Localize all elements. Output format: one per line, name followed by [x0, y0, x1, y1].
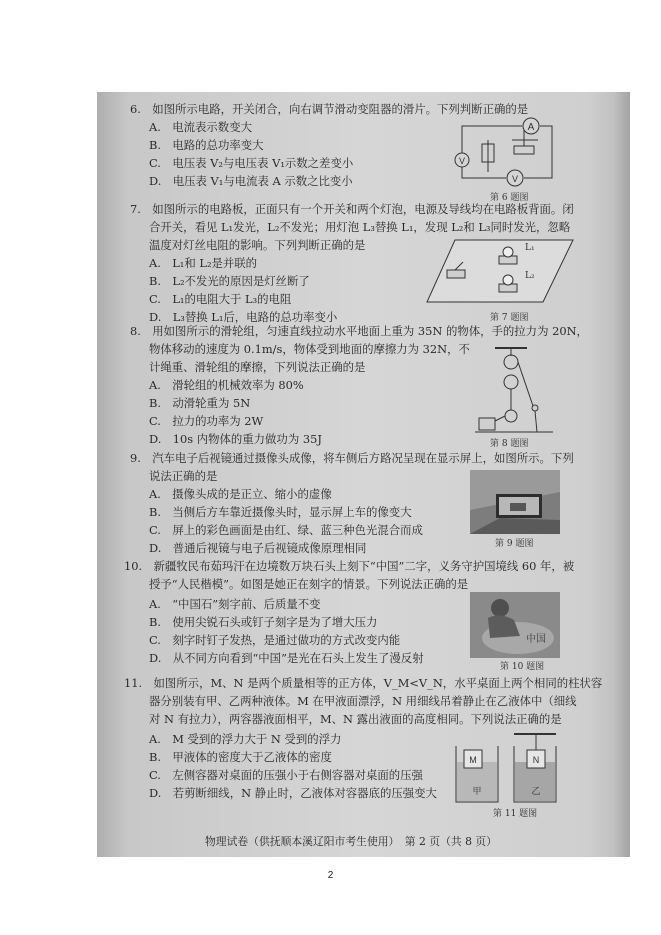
q11-option-b: B. 甲液体的密度大于乙液体的密度 — [149, 750, 332, 764]
q11-option-c: C. 左侧容器对桌面的压强小于右侧容器对桌面的压强 — [149, 768, 423, 782]
q7-option-d: D. L₃替换 L₁后，电路的总功率变小 — [149, 310, 338, 324]
q6-voltmeter-2-label: V — [458, 156, 466, 166]
q11-cube-m-label: M — [469, 755, 477, 765]
q6-option-b: B. 电路的总功率变大 — [149, 138, 264, 152]
exam-footer: 物理试卷（供抚顺本溪辽阳市考生使用） 第 2 页（共 8 页） — [205, 835, 497, 848]
q10-stem-line-1: 10. 新疆牧民布茹玛汗在边境数万块石头上刻下“中国”二字，义务守护国境线 60 年，被 — [124, 559, 575, 573]
q6-figure-caption: 第 6 题图 — [490, 193, 529, 203]
page-number: 2 — [327, 870, 334, 881]
q7-lamp-1-label: L₁ — [525, 243, 535, 253]
q11-stem-line-2: 器分别装有甲、乙两种液体。M 在甲液面漂浮，N 用细线吊着静止在乙液体中（细线 — [149, 694, 577, 708]
q6-circuit-diagram — [452, 116, 557, 188]
q8-pulley-diagram — [475, 346, 553, 438]
q9-stem-line-1: 9. 汽车电子后视镜通过摄像头成像，将车侧后方路况呈现在显示屏上，如图所示。下列 — [130, 451, 574, 465]
q6-option-d: D. 电压表 V₁与电流表 A 示数之比变小 — [149, 174, 353, 188]
q7-figure-caption: 第 7 题图 — [490, 313, 529, 323]
q11-cube-n-label: N — [532, 755, 540, 765]
q9-stem-line-2: 说法正确的是 — [149, 469, 218, 483]
q10-stone-text: 中国 — [526, 634, 546, 645]
q11-option-d: D. 若剪断细线，N 静止时，乙液体对容器底的压强变大 — [149, 786, 437, 800]
q10-figure-caption: 第 10 题图 — [500, 662, 545, 672]
q6-stem: 6. 如图所示电路，开关闭合，向右调节滑动变阻器的滑片。下列判断正确的是 — [130, 102, 529, 116]
q8-stem-line-3: 计绳重、滑轮组的摩擦，下列说法正确的是 — [149, 360, 366, 374]
q7-option-a: A. L₁和 L₂是并联的 — [149, 256, 258, 270]
q10-stem-line-2: 授予“人民楷模”。如图是她正在刻字的情景。下列说法正确的是 — [149, 577, 469, 591]
q7-option-c: C. L₁的电阻大于 L₃的电阻 — [149, 292, 292, 306]
exam-page-photo — [97, 92, 630, 857]
q11-stem-line-1: 11. 如图所示，M、N 是两个质量相等的正方体，V_M<V_N，水平桌面上两个相同的柱状容 — [124, 676, 603, 690]
q7-stem-line-2: 合开关，看见 L₁发光，L₂不发光；用灯泡 L₃替换 L₁，发现 L₂和 L₃同时发光，忽略 — [149, 220, 571, 234]
q8-option-d: D. 10s 内物体的重力做功为 35J — [149, 432, 322, 446]
q7-lamp-2-label: L₂ — [525, 271, 535, 281]
q9-option-c: C. 屏上的彩色画面是由红、绿、蓝三种色光混合而成 — [149, 523, 423, 537]
q10-stone-carving-photo — [470, 592, 560, 658]
q7-circuit-board-diagram — [425, 236, 575, 306]
q8-option-b: B. 动滑轮重为 5N — [149, 396, 251, 410]
q9-option-a: A. 摄像头成的是正立、缩小的虚像 — [149, 487, 332, 501]
q11-option-a: A. M 受到的浮力大于 N 受到的浮力 — [149, 732, 342, 746]
q9-rearview-camera-photo — [470, 470, 560, 534]
q11-stem-line-3: 对 N 有拉力），两容器液面相平，M、N 露出液面的高度相同。下列说法正确的是 — [149, 712, 562, 726]
q7-stem-line-1: 7. 如图所示的电路板，正面只有一个开关和两个灯泡，电源及导线均在电路板背面。闭 — [130, 202, 574, 216]
q8-option-c: C. 拉力的功率为 2W — [149, 414, 264, 428]
q7-option-b: B. L₂不发光的原因是灯丝断了 — [149, 274, 310, 288]
q11-containers-diagram — [452, 732, 562, 804]
q9-option-b: B. 当侧后方车靠近摄像头时，显示屏上车的像变大 — [149, 505, 412, 519]
page-edge-shadow — [614, 92, 630, 857]
q10-option-c: C. 刻字时钉子发热，是通过做功的方式改变内能 — [149, 633, 401, 647]
q6-option-c: C. 电压表 V₂与电压表 V₁示数之差变小 — [149, 156, 354, 170]
q11-liquid-yi-label: 乙 — [531, 787, 541, 797]
q6-ammeter-label: A — [527, 122, 535, 133]
q9-option-d: D. 普通后视镜与电子后视镜成像原理相同 — [149, 541, 367, 555]
q8-stem-line-1: 8. 用如图所示的滑轮组，匀速直线拉动水平地面上重为 35N 的物体，手的拉力为 20N， — [130, 324, 588, 338]
q8-figure-caption: 第 8 题图 — [490, 439, 529, 449]
q10-option-d: D. 从不同方向看到“中国”是光在石头上发生了漫反射 — [149, 651, 424, 665]
q9-figure-caption: 第 9 题图 — [495, 539, 534, 549]
q11-figure-caption: 第 11 题图 — [493, 809, 538, 819]
q6-voltmeter-1-label: V — [511, 174, 519, 184]
q8-stem-line-2: 物体移动的速度为 0.1m/s，物体受到地面的摩擦力为 32N，不 — [149, 342, 470, 356]
q7-stem-line-3: 温度对灯丝电阻的影响。下列判断正确的是 — [149, 238, 366, 252]
q8-option-a: A. 滑轮组的机械效率为 80% — [149, 378, 304, 392]
q10-option-a: A. “中国石”刻字前、后质量不变 — [149, 597, 321, 611]
q6-option-a: A. 电流表示数变大 — [149, 120, 252, 134]
q11-liquid-jia-label: 甲 — [472, 787, 482, 797]
q10-option-b: B. 使用尖锐石头或钉子刻字是为了增大压力 — [149, 615, 378, 629]
